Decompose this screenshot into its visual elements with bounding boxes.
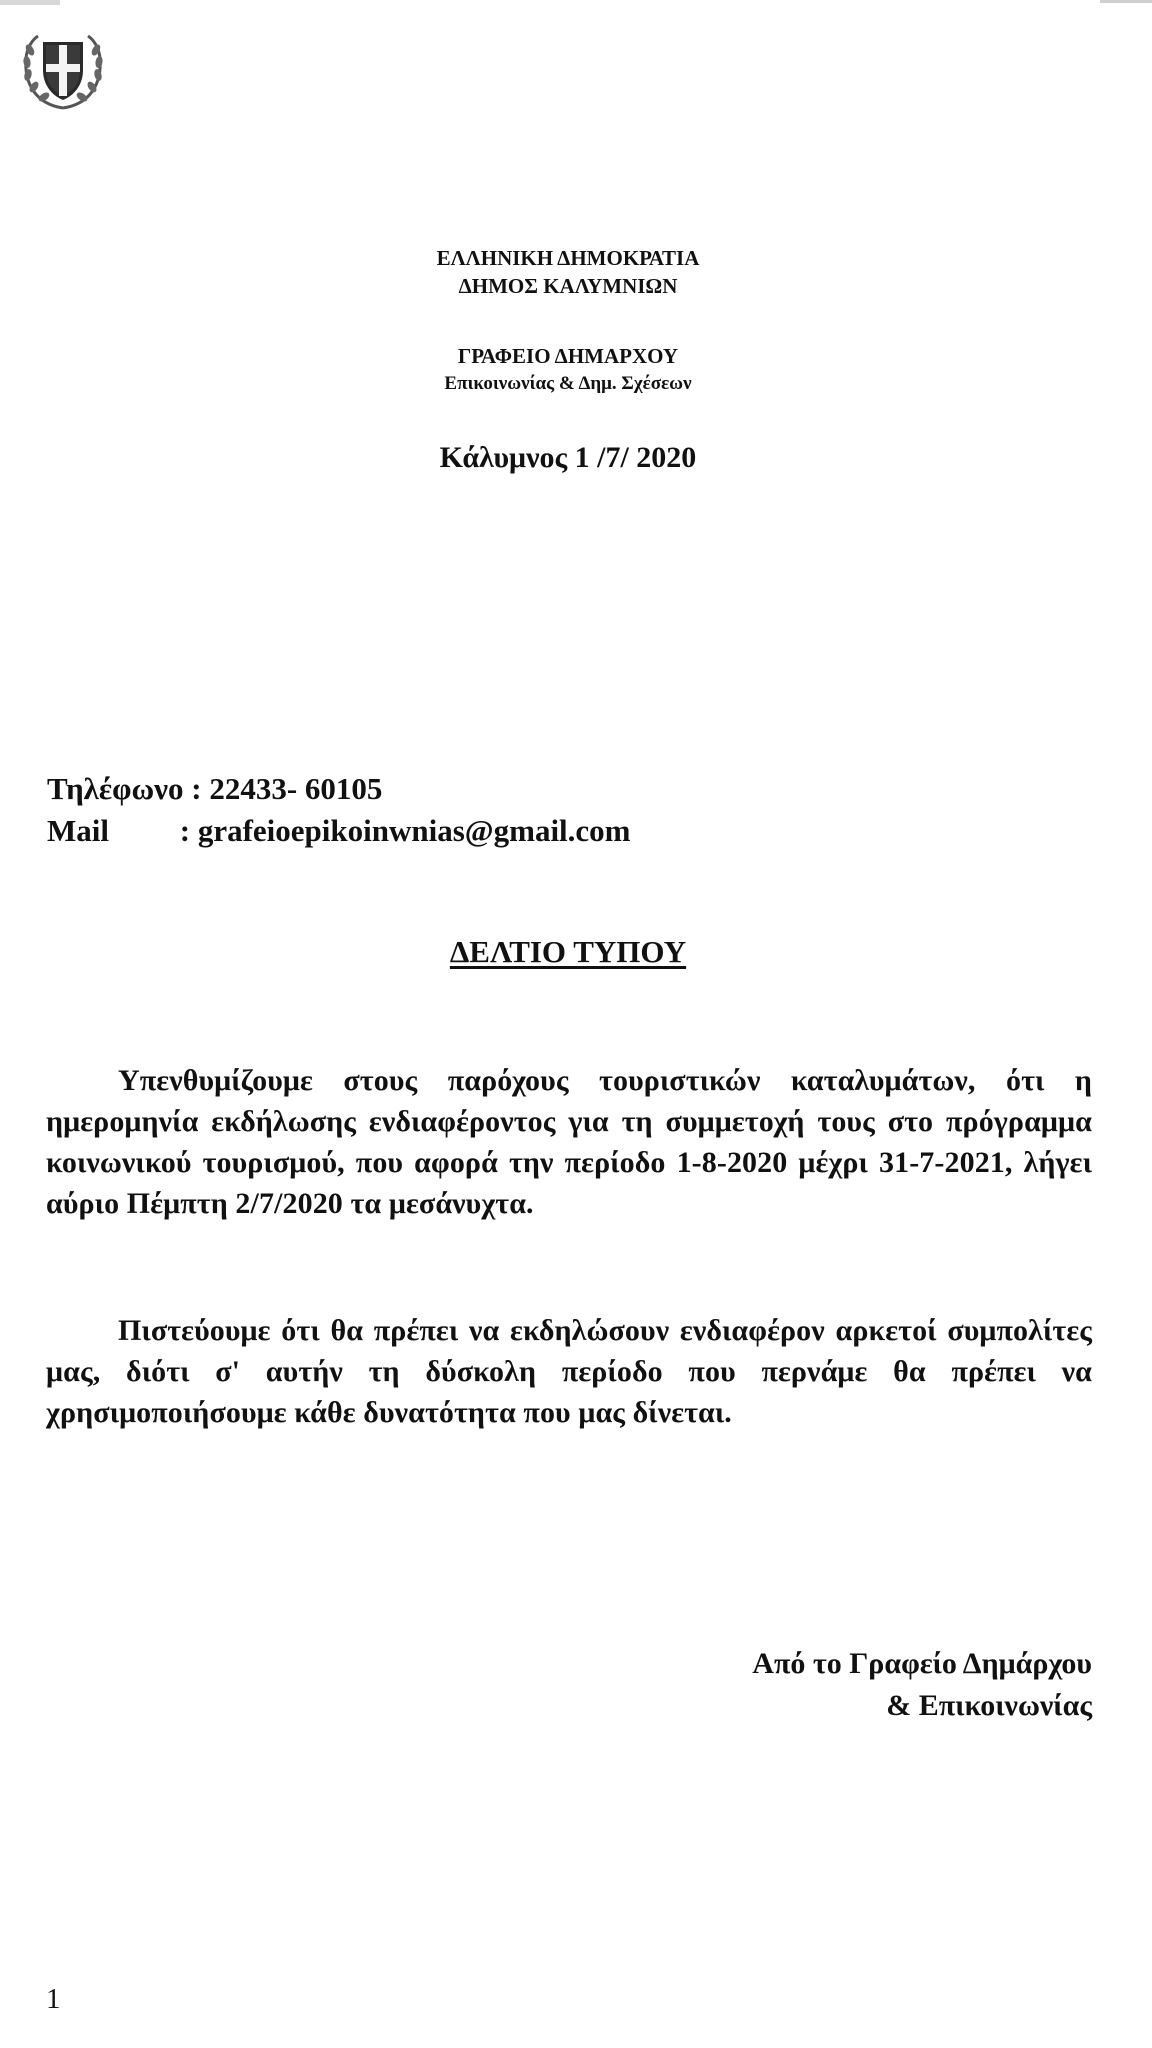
contact-phone [47,768,631,810]
office-name: ΓΡΑΦΕΙΟ ΔΗΜΑΡΧΟΥ [457,344,679,368]
document-title: ΔΕΛΤΙΟ ΤΥΠΟΥ [449,934,687,969]
letterhead-country: ΕΛΛΗΝΙΚΗ ΔΗΜΟΚΡΑΤΙΑ [436,246,700,270]
mail-value: : grafeioepikoinwnias@gmail.com [179,813,631,848]
letterhead [0,244,1136,300]
paragraph-reminder: Υπενθυμίζουμε στους παρόχους τουριστικών καταλυμάτων, ότι η ημερομηνία εκδήλωσης ενδιαφέροντος για τη συμμετοχή τους στο πρόγραμμα κοινωνικού τουρισμού, που αφορά την περίοδο 1-8-2020 μέχρι 31-7-2021, λήγει αύριο Πέμπτη 2/7/2020 τα μεσάνυχτα. [46,1064,1092,1220]
phone-label: Τηλέφωνο [47,771,184,806]
department-name: Επικοινωνίας & Δημ. Σχέσεων [444,373,692,394]
paragraph-encouragement: Πιστεύουμε ότι θα πρέπει να εκδηλώσουν ενδιαφέρον αρκετοί συμπολίτες μας, διότι σ' αυτήν τη δύσκολη περίοδο που περνάμε θα πρέπει να χρησιμοποιήσουμε κάθε δυνατότητα που μας δίνεται. [46,1314,1092,1429]
signature-block [752,1643,1092,1727]
phone-value: : 22433- 60105 [191,771,383,806]
signature-line-2: & Επικοινωνίας [886,1689,1092,1722]
greek-coat-of-arms-icon [18,28,108,114]
letterhead-office [0,342,1136,398]
contact-mail [47,810,631,852]
page-number: 1 [46,1983,61,2015]
mail-label: Mail [47,813,109,848]
signature-line-1: Από το Γραφείο Δημάρχου [752,1647,1092,1680]
scan-edge-artifact [0,0,60,5]
date-block [0,438,1136,478]
contact-block [47,768,631,852]
scan-edge-artifact [1100,0,1152,3]
letterhead-municipality: ΔΗΜΟΣ ΚΑΛΥΜΝΙΩΝ [458,274,678,298]
document-date: Κάλυμνος 1 /7/ 2020 [439,441,697,474]
